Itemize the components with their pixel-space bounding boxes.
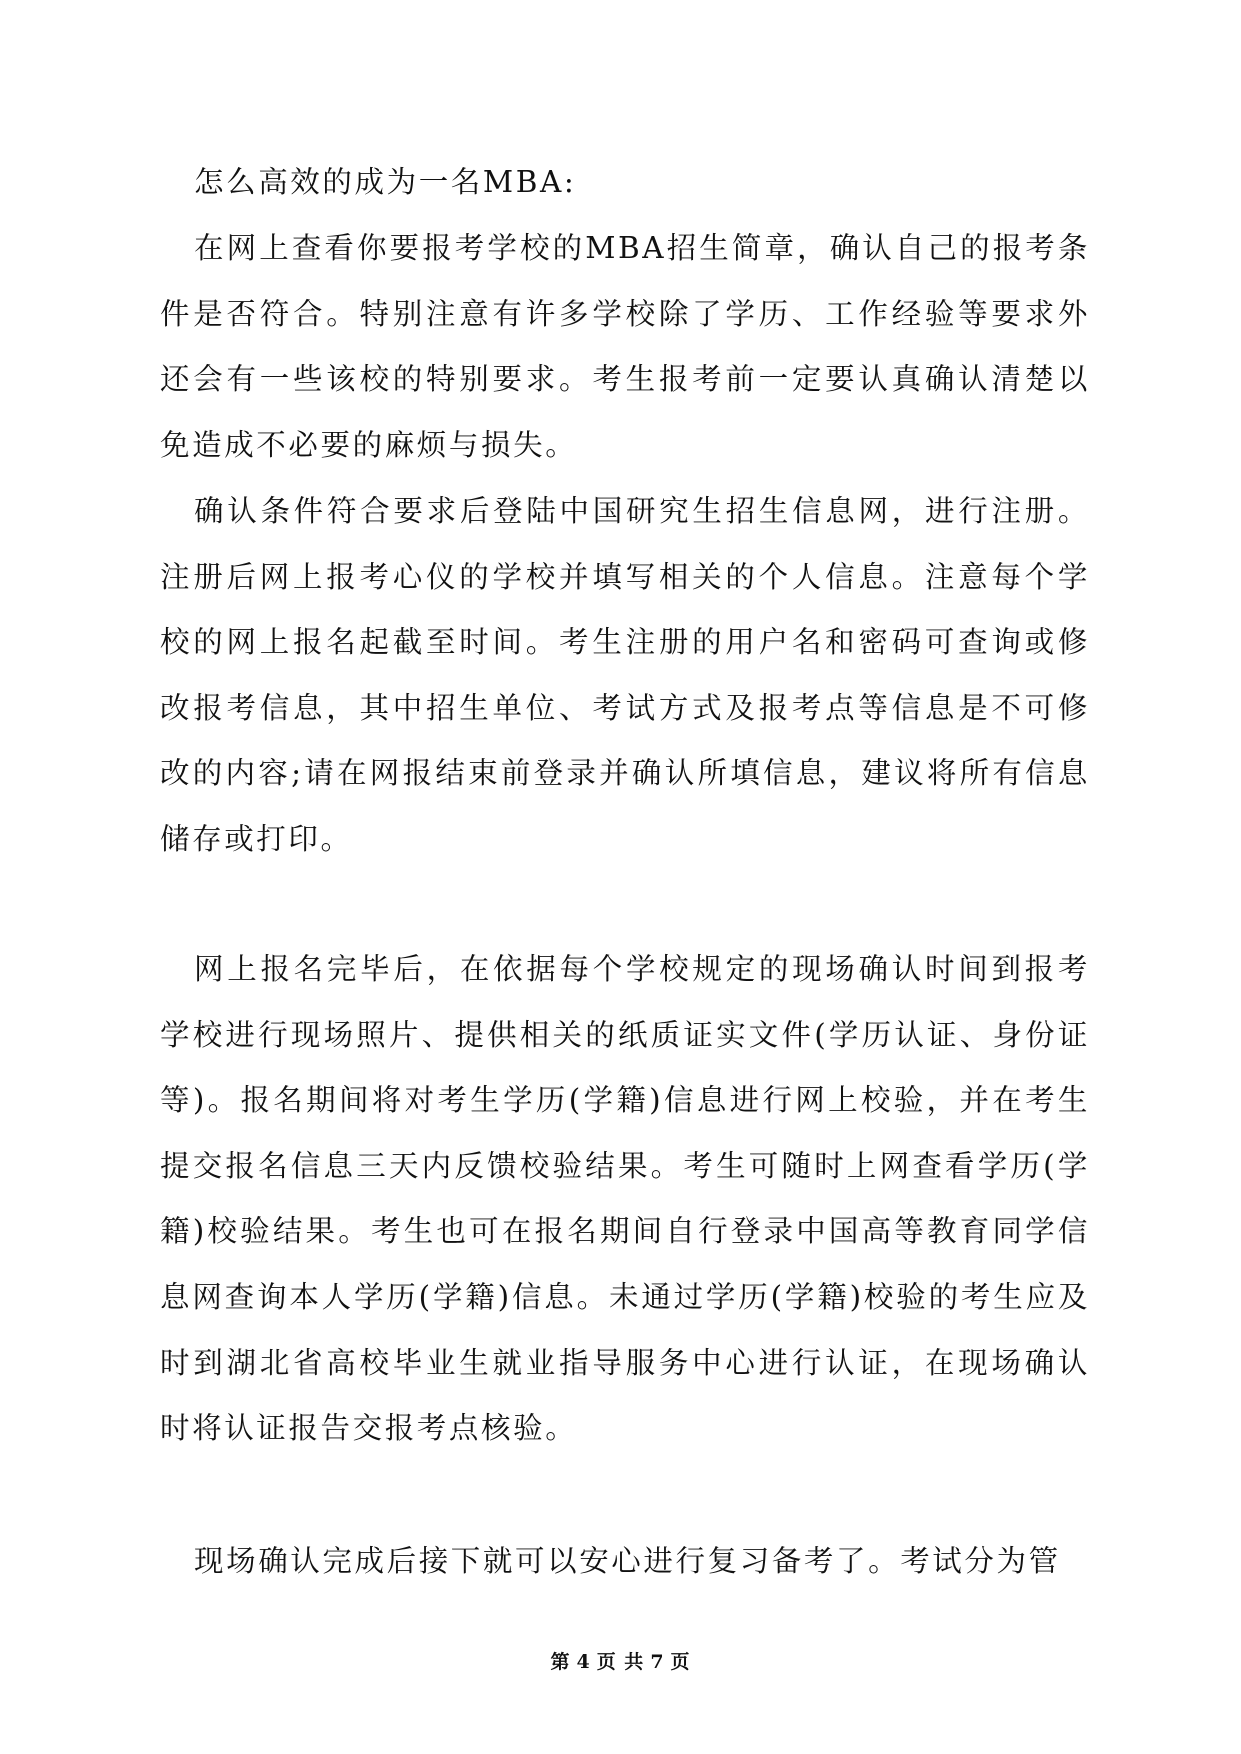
page-footer xyxy=(0,1647,1241,1674)
total-pages-number: 7 xyxy=(650,1651,665,1673)
paragraph: 现场确认完成后接下就可以安心进行复习备考了。考试分为管 xyxy=(194,1544,1061,1578)
page-label-prefix: 第 xyxy=(550,1651,571,1673)
paragraph: 在网上查看你要报考学校的MBA招生简章，确认自己的报考条件是否符合。特别注意有许多学校除了学历、工作经验等要求外还会有一些该校的特别要求。考生报考前一定要认真确认清楚以免造成不必要的麻烦与损失。 xyxy=(160,231,1090,462)
paragraph: 网上报名完毕后，在依据每个学校规定的现场确认时间到报考学校进行现场照片、提供相关的纸质证实文件(学历认证、身份证等)。报名期间将对考生学历(学籍)信息进行网上校验，并在考生提交报名信息三天内反馈校验结果。考生可随时上网查看学历(学籍)校验结果。考生也可在报名期间自行登录中国高等教育同学信息网查询本人学历(学籍)信息。未通过学历(学籍)校验的考生应及时到湖北省高校毕业生就业指导服务中心进行认证，在现场确认时将认证报告交报考点核验。 xyxy=(160,952,1090,1446)
page-label-mid: 页 共 xyxy=(596,1651,645,1673)
paragraph: 确认条件符合要求后登陆中国研究生招生信息网，进行注册。注册后网上报考心仪的学校并填写相关的个人信息。注意每个学校的网上报名起截至时间。考生注册的用户名和密码可查询或修改报考信息，其中招生单位、考试方式及报考点等信息是不可修改的内容;请在网报结束前登录并确认所填信息，建议将所有信息储存或打印。 xyxy=(160,494,1090,856)
page-label-suffix: 页 xyxy=(670,1651,691,1673)
paragraph-heading: 怎么高效的成为一名MBA: xyxy=(194,165,577,199)
current-page-number: 4 xyxy=(576,1651,591,1673)
